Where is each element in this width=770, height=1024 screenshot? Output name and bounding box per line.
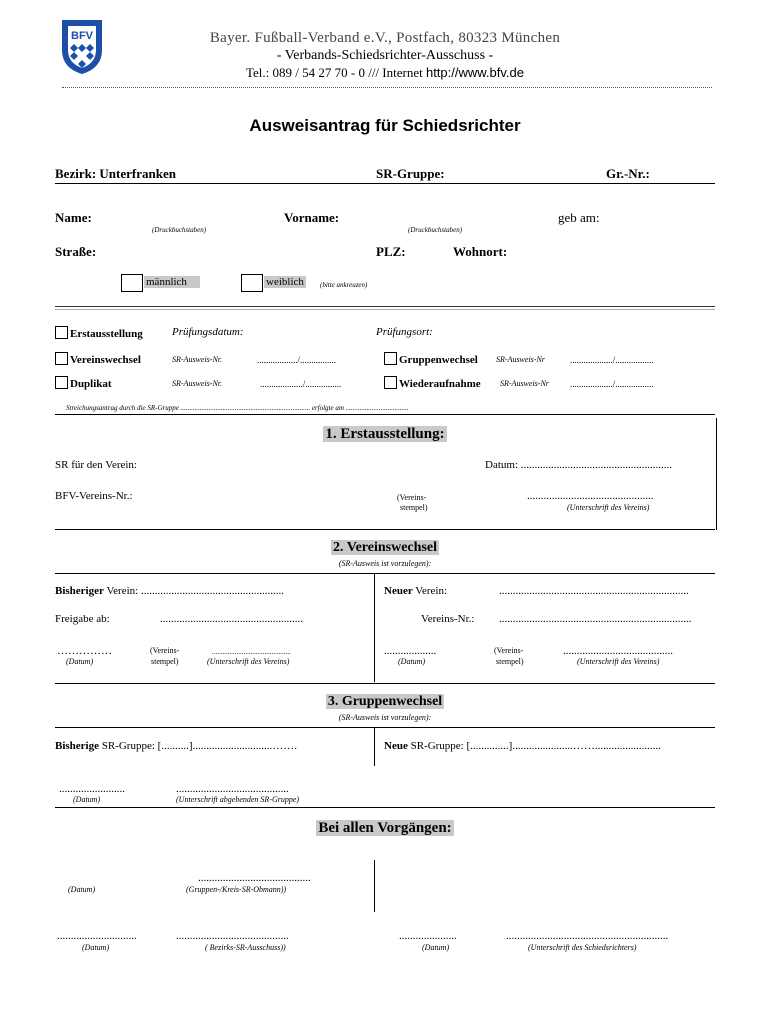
sr-ausweis-nr-wa: SR-Ausweis-Nr xyxy=(500,379,549,388)
options-divider-2 xyxy=(55,309,715,310)
neue-rest: SR-Gruppe: [..............]......................……........................ xyxy=(407,740,661,752)
s4-sr-sig: (Unterschrift des Schiedsrichters) xyxy=(528,943,637,952)
header-divider xyxy=(62,87,712,88)
bisheriger-rest: Verein: .................................................... xyxy=(103,585,284,597)
ausweis-nr-dots-1: ................../................ xyxy=(257,355,337,365)
vereins-nr-dots: ...................................................................... xyxy=(499,613,692,625)
s1-sig-dots: .............................................. xyxy=(527,490,654,502)
options-divider xyxy=(55,306,715,307)
sr-fuer-verein-label: SR für den Verein: xyxy=(55,459,137,471)
s3-bottom-divider xyxy=(55,807,715,808)
option-vereinswechsel[interactable] xyxy=(55,352,141,366)
wohnort-label: Wohnort: xyxy=(453,244,508,259)
s1-datum-field: Datum: ....................................................... xyxy=(485,459,672,471)
s2-top-divider xyxy=(55,573,715,574)
section3-heading-text: 3. Gruppenwechsel xyxy=(327,694,443,709)
sr-gruppe-label: SR-Gruppe: xyxy=(376,166,445,181)
website-link[interactable]: http://www.bfv.de xyxy=(425,65,524,80)
s2-right-sig: (Unterschrift des Vereins) xyxy=(577,657,660,666)
vereins-nr-label: Vereins-Nr.: xyxy=(421,613,475,625)
bfv-vereins-nr-label: BFV-Vereins-Nr.: xyxy=(55,490,133,502)
section1-heading-text: 1. Erstausstellung: xyxy=(325,426,445,442)
freigabe-label: Freigabe ab: xyxy=(55,613,110,625)
bezirk-label: Bezirk: Unterfranken xyxy=(55,166,176,181)
druck-hint-2: (Druckbuchstaben) xyxy=(408,226,463,234)
s4-obmann: (Gruppen-/Kreis-SR-Obmann)) xyxy=(186,885,287,894)
bisherige-gruppe-line xyxy=(55,740,297,752)
gruppenwechsel-checkbox[interactable] xyxy=(384,352,397,365)
s3-sig: (Unterschrift abgebenden SR-Gruppe) xyxy=(176,795,300,804)
section2-note: (SR-Ausweis ist vorzulegen): xyxy=(338,559,432,568)
section4-heading-text: Bei allen Vorgängen: xyxy=(318,820,452,836)
s4-datum-3: (Datum) xyxy=(422,943,450,952)
section4-heading xyxy=(0,820,770,837)
top-divider xyxy=(55,183,715,184)
options-bottom-divider xyxy=(55,414,715,415)
s2-left-stempel-2: stempel) xyxy=(151,657,179,666)
s2-left-datum-dots: …………… xyxy=(57,645,112,657)
section2-heading xyxy=(0,540,770,556)
wiederaufnahme-label: Wiederaufnahme xyxy=(399,378,481,390)
committee-line: - Verbands-Schiedsrichter-Ausschuss - xyxy=(276,48,494,63)
neuer-verein-dots: ..................................................................... xyxy=(499,585,689,597)
s4-obmann-dots: ......................................... xyxy=(198,872,311,884)
s4-datum-3-dots: ..................... xyxy=(399,930,457,942)
s1-stempel-2: stempel) xyxy=(400,503,428,512)
vorname-label: Vorname: xyxy=(284,210,340,225)
bisherige-bold: Bisherige xyxy=(55,740,99,752)
contact-line xyxy=(0,65,770,81)
section1-heading xyxy=(0,426,770,443)
s2-left-stempel-1: (Vereins- xyxy=(150,646,180,655)
s4-bezirk-dots: ......................................... xyxy=(176,930,289,942)
wiederaufnahme-checkbox[interactable] xyxy=(384,376,397,389)
maennlich-checkbox[interactable] xyxy=(121,274,143,292)
neue-gruppe-line xyxy=(384,740,661,752)
weiblich-checkbox[interactable] xyxy=(241,274,263,292)
s2-right-stempel-1: (Vereins- xyxy=(494,646,524,655)
s2-right-stempel-2: stempel) xyxy=(496,657,524,666)
duplikat-label: Duplikat xyxy=(70,378,112,390)
ausweis-nr-dots-2: .................../................ xyxy=(260,379,342,389)
s2-left-sig: (Unterschrift des Vereins) xyxy=(207,657,290,666)
s4-bezirk: ( Bezirks-SR-Ausschuss)) xyxy=(205,943,286,952)
sr-ausweis-nr-gw: SR-Ausweis-Nr xyxy=(496,355,545,364)
page-title: Ausweisantrag für Schiedsrichter xyxy=(249,116,521,135)
s2-right-sig-dots: ........................................ xyxy=(563,645,673,657)
erstausstellung-checkbox[interactable] xyxy=(55,326,68,339)
weiblich-label: weiblich xyxy=(266,276,304,288)
duplikat-checkbox[interactable] xyxy=(55,376,68,389)
sr-ausweis-nr-2: SR-Ausweis-Nr. xyxy=(172,379,222,388)
s2-bottom-divider xyxy=(55,683,715,684)
s4-datum-2: (Datum) xyxy=(82,943,110,952)
s1-stempel-1: (Vereins- xyxy=(397,493,427,502)
s3-datum: (Datum) xyxy=(73,795,101,804)
ankreuzen-hint: (bitte ankreuzen) xyxy=(320,281,368,289)
option-erstausstellung[interactable] xyxy=(55,326,143,340)
pruefungsort-label: Prüfungsort: xyxy=(376,326,433,338)
section2-heading-text: 2. Vereinswechsel xyxy=(333,540,437,555)
bisheriger-bold: Bisheriger xyxy=(55,585,104,597)
maennlich-label: männlich xyxy=(144,276,200,288)
bisheriger-verein-line xyxy=(55,585,284,597)
section3-heading xyxy=(0,694,770,710)
bisherige-rest: SR-Gruppe: [..........].............................……. xyxy=(99,740,297,752)
druck-hint-1: (Druckbuchstaben) xyxy=(152,226,207,234)
strasse-label: Straße: xyxy=(55,244,97,259)
s2-right-datum: (Datum) xyxy=(398,657,426,666)
gruppenwechsel-label: Gruppenwechsel xyxy=(399,354,478,366)
s2-center-divider xyxy=(374,574,375,682)
neuer-verein-line xyxy=(384,585,447,597)
s1-bottom-divider xyxy=(55,529,715,530)
option-gruppenwechsel[interactable] xyxy=(384,352,478,366)
freigabe-dots: .................................................... xyxy=(160,613,303,625)
vereinswechsel-label: Vereinswechsel xyxy=(70,354,141,366)
s4-datum-2-dots: ............................. xyxy=(57,930,137,942)
neue-bold: Neue xyxy=(384,740,408,752)
erstausstellung-label: Erstausstellung xyxy=(70,328,143,340)
org-line: Bayer. Fußball-Verband e.V., Postfach, 80323 München xyxy=(209,30,561,46)
contact-text: Tel.: 089 / 54 27 70 - 0 /// Internet xyxy=(245,65,426,80)
ausweis-nr-dots-gw: .................../................. xyxy=(570,355,654,365)
option-duplikat[interactable] xyxy=(55,376,112,390)
s1-right-border xyxy=(716,418,717,530)
logo-text: BFV xyxy=(71,30,93,42)
vereinswechsel-checkbox[interactable] xyxy=(55,352,68,365)
neuer-rest: Verein: xyxy=(412,585,448,597)
s3-datum-dots: ........................ xyxy=(59,783,125,795)
s4-center-divider xyxy=(374,860,375,912)
name-label: Name: xyxy=(55,210,92,225)
option-wiederaufnahme[interactable] xyxy=(384,376,481,390)
s1-sig-label: (Unterschrift des Vereins) xyxy=(567,503,650,512)
s2-right-datum-dots: ................... xyxy=(384,645,437,657)
geb-label: geb am: xyxy=(558,210,600,225)
plz-label: PLZ: xyxy=(376,244,406,259)
s3-top-divider xyxy=(55,727,715,728)
neuer-bold: Neuer xyxy=(384,585,413,597)
s4-datum-1: (Datum) xyxy=(68,885,96,894)
s2-left-datum: (Datum) xyxy=(66,657,94,666)
s3-sig-dots: ......................................... xyxy=(176,783,289,795)
section3-note: (SR-Ausweis ist vorzulegen): xyxy=(338,713,432,722)
pruefungsdatum-label: Prüfungsdatum: xyxy=(172,326,244,338)
s3-center-divider xyxy=(374,728,375,766)
s2-left-sig-dots: ............................................. xyxy=(212,648,291,656)
streichungsantrag-line: Streichungsantrag durch die SR-Gruppe .......................................................................... erfolgte am .................................... xyxy=(66,404,409,412)
gr-nr-label: Gr.-Nr.: xyxy=(606,166,650,181)
sr-ausweis-nr-1: SR-Ausweis-Nr. xyxy=(172,355,222,364)
ausweis-nr-dots-wa: .................../................. xyxy=(570,379,654,389)
s4-sr-sig-dots: ........................................................... xyxy=(506,930,669,942)
